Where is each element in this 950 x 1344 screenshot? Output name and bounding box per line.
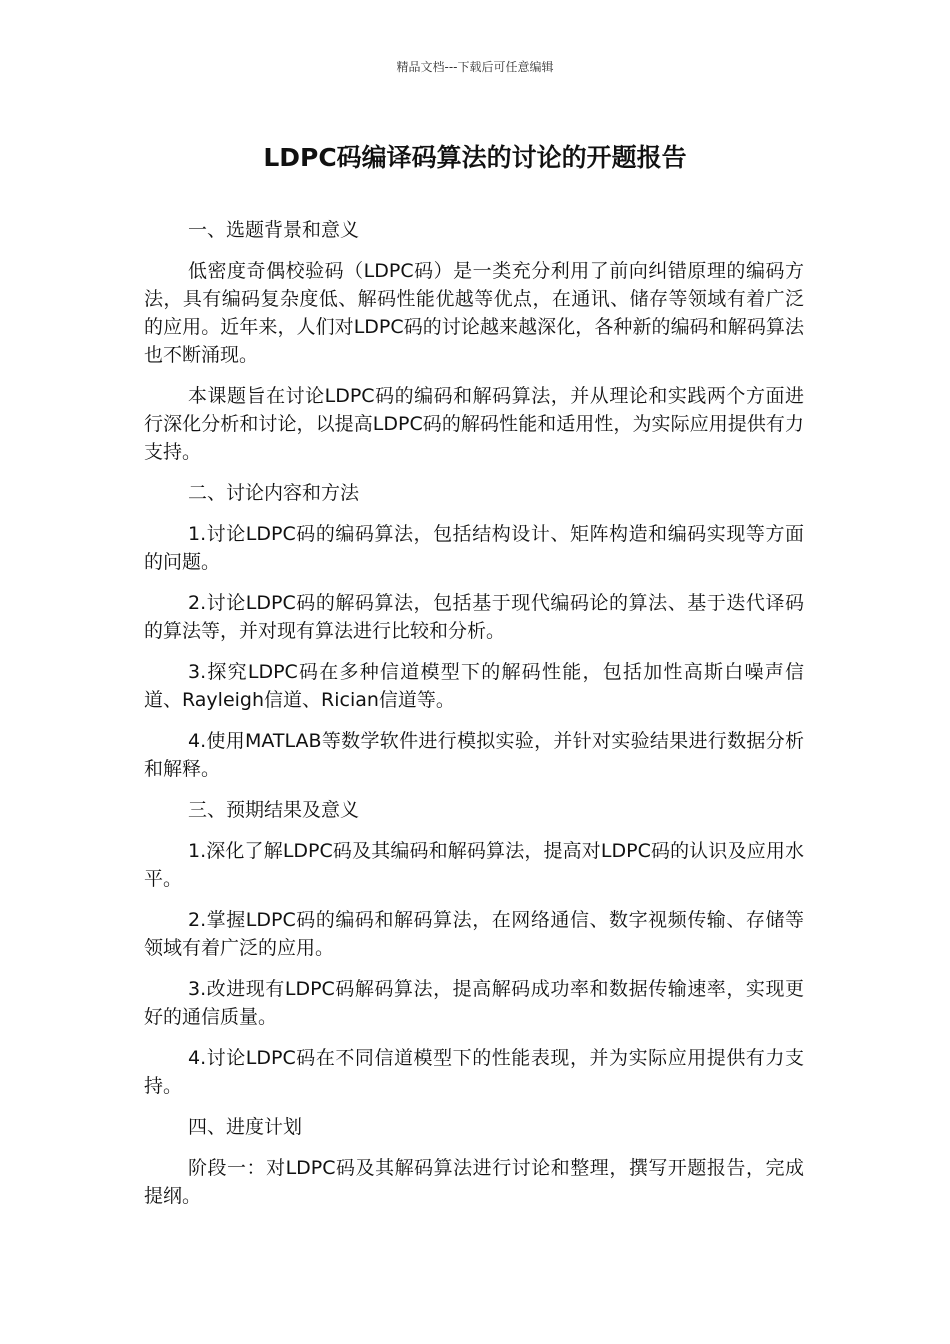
paragraph-background-1: 低密度奇偶校验码（LDPC码）是一类充分利用了前向纠错原理的编码方法，具有编码复杂度低、解码性能优越等优点，在通讯、储存等领域有着广泛的应用。近年来，人们对LDPC码的讨论越来越深化，各种新的编码和解码算法也不断涌现。 xyxy=(144,260,804,366)
section-heading-schedule: 四、进度计划 xyxy=(188,1116,303,1138)
paragraph-background-2: 本课题旨在讨论LDPC码的编码和解码算法，并从理论和实践两个方面进行深化分析和讨论，以提高LDPC码的解码性能和适用性，为实际应用提供有力支持。 xyxy=(144,385,804,463)
content-item-3: 3.探究LDPC码在多种信道模型下的解码性能，包括加性高斯白噪声信道、Rayleigh信道、Rician信道等。 xyxy=(144,661,804,711)
content-item-2: 2.讨论LDPC码的解码算法，包括基于现代编码论的算法、基于迭代译码的算法等，并对现有算法进行比较和分析。 xyxy=(144,592,804,642)
document-title: LDPC码编译码算法的讨论的开题报告 xyxy=(263,143,687,172)
document-body xyxy=(144,216,804,1223)
schedule-phase-1: 阶段一：对LDPC码及其解码算法进行讨论和整理，撰写开题报告，完成提纲。 xyxy=(144,1157,804,1207)
section-heading-expected-results: 三、预期结果及意义 xyxy=(188,799,360,821)
result-item-1: 1.深化了解LDPC码及其编码和解码算法，提高对LDPC码的认识及应用水平。 xyxy=(144,840,804,890)
result-item-2: 2.掌握LDPC码的编码和解码算法，在网络通信、数字视频传输、存储等领域有着广泛的应用。 xyxy=(144,909,804,959)
result-item-4: 4.讨论LDPC码在不同信道模型下的性能表现，并为实际应用提供有力支持。 xyxy=(144,1047,804,1097)
section-heading-background: 一、选题背景和意义 xyxy=(188,219,360,241)
result-item-3: 3.改进现有LDPC码解码算法，提高解码成功率和数据传输速率，实现更好的通信质量。 xyxy=(144,978,804,1028)
page-header: 精品文档---下载后可任意编辑 xyxy=(396,60,554,74)
section-heading-content-methods: 二、讨论内容和方法 xyxy=(188,482,360,504)
content-item-1: 1.讨论LDPC码的编码算法，包括结构设计、矩阵构造和编码实现等方面的问题。 xyxy=(144,523,804,573)
content-item-4: 4.使用MATLAB等数学软件进行模拟实验，并针对实验结果进行数据分析和解释。 xyxy=(144,730,804,780)
